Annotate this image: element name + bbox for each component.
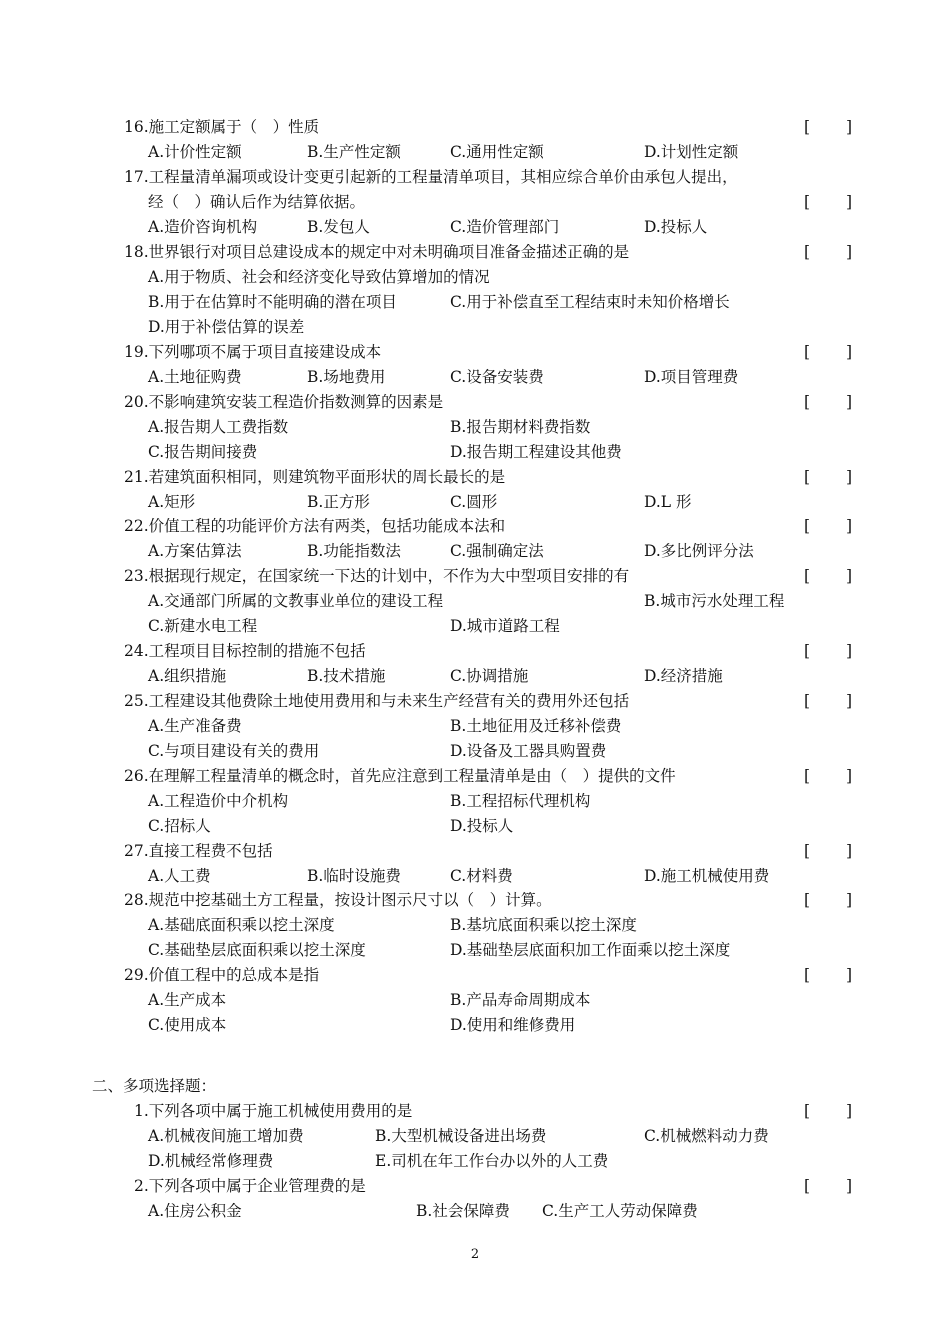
answer-bracket: [ ] <box>804 1177 852 1195</box>
options-row <box>0 714 950 739</box>
question-20 <box>0 390 950 415</box>
question-22 <box>0 514 950 539</box>
option-a: A.人工费 <box>148 867 211 885</box>
options-row <box>0 365 950 390</box>
options-row <box>0 589 950 614</box>
question-text: 19.下列哪项不属于项目直接建设成本 <box>124 343 382 361</box>
option-d: D.城市道路工程 <box>450 617 560 635</box>
option-b: B.基坑底面积乘以挖土深度 <box>450 916 637 934</box>
question-text: 27.直接工程费不包括 <box>124 842 273 860</box>
answer-bracket: [ ] <box>804 243 852 261</box>
options-row <box>0 315 950 340</box>
question-text: 29.价值工程中的总成本是指 <box>124 966 320 984</box>
options-row <box>0 290 950 315</box>
option-c: C.使用成本 <box>148 1016 227 1034</box>
option-d: D.施工机械使用费 <box>644 867 770 885</box>
answer-bracket: [ ] <box>804 343 852 361</box>
options-row <box>0 988 950 1013</box>
option-a: A.基础底面积乘以挖土深度 <box>148 916 335 934</box>
answer-bracket: [ ] <box>804 767 852 785</box>
option-c: C.生产工人劳动保障费 <box>542 1202 698 1220</box>
question-text: 17.工程量清单漏项或设计变更引起新的工程量清单项目，其相应综合单价由承包人提出， <box>124 168 738 186</box>
option-d: D.项目管理费 <box>644 368 739 386</box>
question-26 <box>0 764 950 789</box>
question-24 <box>0 639 950 664</box>
option-b: B.生产性定额 <box>307 143 401 161</box>
question-text: 25.工程建设其他费除土地使用费用和与未来生产经营有关的费用外还包括 <box>124 692 630 710</box>
answer-bracket: [ ] <box>804 193 852 211</box>
option-a: A.方案估算法 <box>148 542 242 560</box>
option-a: A.计价性定额 <box>148 143 242 161</box>
option-d: D.用于补偿估算的误差 <box>148 318 305 336</box>
option-d: D.使用和维修费用 <box>450 1016 576 1034</box>
answer-bracket: [ ] <box>804 517 852 535</box>
option-b: B.社会保障费 <box>416 1202 510 1220</box>
options-row <box>0 1124 950 1149</box>
option-c: C.通用性定额 <box>450 143 544 161</box>
answer-bracket: [ ] <box>804 468 852 486</box>
question-text: 26.在理解工程量清单的概念时，首先应注意到工程量清单是由（ ）提供的文件 <box>124 767 676 785</box>
option-d: D.报告期工程建设其他费 <box>450 443 622 461</box>
options-row <box>0 664 950 689</box>
options-row <box>0 1013 950 1038</box>
option-b: B.产品寿命周期成本 <box>450 991 591 1009</box>
option-c: C.造价管理部门 <box>450 218 560 236</box>
question-29 <box>0 963 950 988</box>
section-heading <box>0 1074 950 1099</box>
option-b: B.城市污水处理工程 <box>644 592 785 610</box>
option-b: B.用于在估算时不能明确的潜在项目 <box>148 293 397 311</box>
question-23 <box>0 564 950 589</box>
question-28 <box>0 888 950 913</box>
options-row <box>0 215 950 240</box>
question-19 <box>0 340 950 365</box>
question-text: 20.不影响建筑安装工程造价指数测算的因素是 <box>124 393 444 411</box>
option-c: C.机械燃料动力费 <box>644 1127 769 1145</box>
options-row <box>0 1199 950 1224</box>
option-a: A.用于物质、社会和经济变化导致估算增加的情况 <box>148 268 490 286</box>
answer-bracket: [ ] <box>804 966 852 984</box>
question-text: 18.世界银行对项目总建设成本的规定中对未明确项目准备金描述正确的是 <box>124 243 630 261</box>
answer-bracket: [ ] <box>804 567 852 585</box>
options-row <box>0 140 950 165</box>
option-d: D.设备及工器具购置费 <box>450 742 607 760</box>
question-text: 22.价值工程的功能评价方法有两类，包括功能成本法和 <box>124 517 506 535</box>
option-a: A.矩形 <box>148 493 196 511</box>
options-row <box>0 814 950 839</box>
options-row <box>0 539 950 564</box>
options-row <box>0 938 950 963</box>
option-d: D.经济措施 <box>644 667 723 685</box>
option-c: C.新建水电工程 <box>148 617 258 635</box>
options-row <box>0 415 950 440</box>
option-c: C.与项目建设有关的费用 <box>148 742 320 760</box>
question-text: 23.根据现行规定，在国家统一下达的计划中，不作为大中型项目安排的有 <box>124 567 630 585</box>
question-text: 21.若建筑面积相同，则建筑物平面形状的周长最长的是 <box>124 468 506 486</box>
option-b: B.土地征用及迁移补偿费 <box>450 717 622 735</box>
question-17 <box>0 165 950 190</box>
option-a: A.土地征购费 <box>148 368 242 386</box>
option-d: D.投标人 <box>644 218 708 236</box>
option-a: A.生产成本 <box>148 991 227 1009</box>
question-17-continued <box>0 190 950 215</box>
options-row <box>0 490 950 515</box>
question-text: 1.下列各项中属于施工机械使用费用的是 <box>134 1102 413 1120</box>
question-text: 16.施工定额属于（ ）性质 <box>124 118 320 136</box>
question-text: 28.规范中挖基础土方工程量，按设计图示尺寸以（ ）计算。 <box>124 891 552 909</box>
option-c: C.材料费 <box>450 867 513 885</box>
answer-bracket: [ ] <box>804 692 852 710</box>
section-title: 二、多项选择题： <box>92 1077 217 1095</box>
answer-bracket: [ ] <box>804 393 852 411</box>
answer-bracket: [ ] <box>804 891 852 909</box>
question-18 <box>0 240 950 265</box>
question-text: 24.工程项目目标控制的措施不包括 <box>124 642 366 660</box>
answer-bracket: [ ] <box>804 1102 852 1120</box>
options-row <box>0 614 950 639</box>
option-c: C.协调措施 <box>450 667 529 685</box>
answer-bracket: [ ] <box>804 118 852 136</box>
option-b: B.大型机械设备进出场费 <box>375 1127 547 1145</box>
options-row <box>0 440 950 465</box>
question-16 <box>0 115 950 140</box>
option-a: A.造价咨询机构 <box>148 218 258 236</box>
option-d: D.计划性定额 <box>644 143 739 161</box>
option-a: A.住房公积金 <box>148 1202 242 1220</box>
option-b: B.功能指数法 <box>307 542 401 560</box>
option-b: B.发包人 <box>307 218 370 236</box>
option-a: A.机械夜间施工增加费 <box>148 1127 304 1145</box>
question-25 <box>0 689 950 714</box>
option-a: A.交通部门所属的文教事业单位的建设工程 <box>148 592 444 610</box>
options-row <box>0 265 950 290</box>
option-b: B.报告期材料费指数 <box>450 418 591 436</box>
multi-question-1 <box>0 1099 950 1124</box>
option-a: A.报告期人工费指数 <box>148 418 289 436</box>
option-b: B.正方形 <box>307 493 370 511</box>
option-a: A.工程造价中介机构 <box>148 792 289 810</box>
options-row <box>0 1149 950 1174</box>
options-row <box>0 864 950 889</box>
question-text: 2.下列各项中属于企业管理费的是 <box>134 1177 366 1195</box>
option-c: C.用于补偿直至工程结束时未知价格增长 <box>450 293 730 311</box>
answer-bracket: [ ] <box>804 842 852 860</box>
multi-question-2 <box>0 1174 950 1199</box>
option-e: E.司机在年工作台办以外的人工费 <box>375 1152 609 1170</box>
options-row <box>0 913 950 938</box>
option-d: D.L 形 <box>644 493 692 511</box>
option-c: C.报告期间接费 <box>148 443 258 461</box>
page-number: 2 <box>470 1247 480 1262</box>
option-b: B.临时设施费 <box>307 867 401 885</box>
option-d: D.机械经常修理费 <box>148 1152 274 1170</box>
question-21 <box>0 465 950 490</box>
option-b: B.场地费用 <box>307 368 386 386</box>
option-c: C.招标人 <box>148 817 211 835</box>
option-a: A.组织措施 <box>148 667 227 685</box>
answer-bracket: [ ] <box>804 642 852 660</box>
options-row <box>0 739 950 764</box>
question-27 <box>0 839 950 864</box>
question-text-continued: 经（ ）确认后作为结算依据。 <box>148 193 366 211</box>
option-a: A.生产准备费 <box>148 717 242 735</box>
option-d: D.基础垫层底面积加工作面乘以挖土深度 <box>450 941 731 959</box>
option-c: C.基础垫层底面积乘以挖土深度 <box>148 941 366 959</box>
option-d: D.投标人 <box>450 817 514 835</box>
options-row <box>0 789 950 814</box>
option-c: C.设备安装费 <box>450 368 544 386</box>
option-b: B.技术措施 <box>307 667 386 685</box>
option-c: C.强制确定法 <box>450 542 544 560</box>
option-c: C.圆形 <box>450 493 498 511</box>
option-b: B.工程招标代理机构 <box>450 792 591 810</box>
option-d: D.多比例评分法 <box>644 542 754 560</box>
